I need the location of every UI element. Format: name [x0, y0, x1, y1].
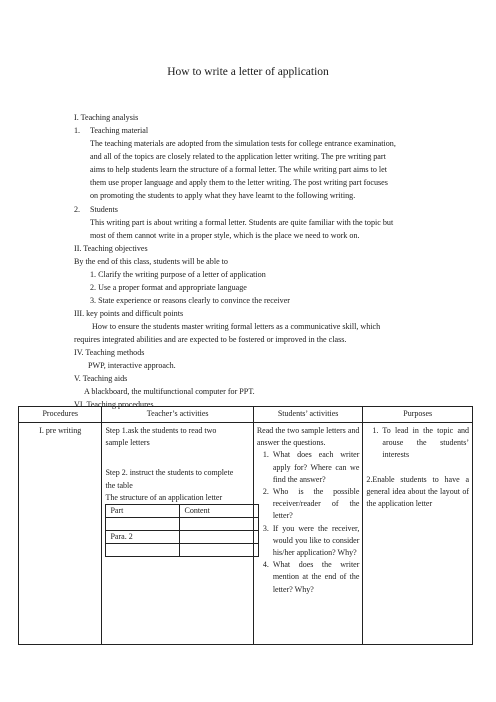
list-item: 4. What does the writer mention at the end of the letter? Why? — [271, 559, 360, 596]
teacher-step-2: Step 2. instruct the students to complete the table — [105, 468, 234, 490]
section-heading: I. Teaching analysis — [74, 113, 139, 122]
paragraph-line: PWP, interactive approach. — [88, 361, 176, 370]
paragraph-line: The teaching materials are adopted from the simulation tests for college entrance examination, — [90, 139, 396, 148]
structure-table — [105, 504, 259, 557]
subsection-heading: Students — [90, 205, 118, 214]
table-header-row — [19, 407, 473, 423]
page-title: How to write a letter of application — [167, 66, 329, 78]
procedure-label: I. pre writing — [39, 426, 82, 435]
paragraph-line: on promoting the students to apply what they have learnt to the following writing. — [90, 191, 356, 200]
structure-row — [106, 518, 259, 531]
students-intro: Read the two sample letters and answer the questions. — [256, 426, 360, 448]
structure-cell — [180, 544, 259, 557]
section-heading: V. Teaching aids — [74, 374, 128, 383]
purposes-cell — [363, 423, 473, 645]
header-procedures: Procedures — [19, 407, 102, 423]
paragraph-line: How to ensure the students master writing formal letters as a communicative skill, which — [92, 322, 381, 331]
header-purposes: Purposes — [363, 407, 473, 423]
structure-cell: Para. 2 — [106, 531, 180, 544]
list-item: 2. Who is the possible receiver/reader of the letter? — [271, 486, 360, 523]
paragraph-line: By the end of this class, students will be able to — [74, 257, 228, 266]
students-activities-cell — [253, 423, 363, 645]
list-number: 1. — [74, 126, 81, 135]
purpose-list — [366, 425, 469, 462]
paragraph-line: them use proper language and apply them to the letter writing. The post writing part focuses — [90, 178, 388, 187]
paragraph-line: aims to help students learn the structure of a formal letter. The while writing part aims to let — [90, 165, 387, 174]
list-item: 1. What does each writer apply for? Where can we find the answer? — [271, 449, 360, 486]
header-teacher-activities: Teacher’s activities — [102, 407, 253, 423]
procedure-cell — [19, 423, 102, 645]
objective-item: 3. State experience or reasons clearly to convince the receiver — [90, 296, 290, 305]
list-item: 3. If you were the receiver, would you like to consider his/her application? Why? — [271, 523, 360, 560]
header-students-activities: Students’ activities — [253, 407, 363, 423]
structure-cell — [180, 518, 259, 531]
objective-item: 2. Use a proper format and appropriate language — [90, 283, 247, 292]
structure-cell — [106, 544, 180, 557]
list-number: 2. — [74, 205, 81, 214]
procedures-table — [18, 406, 473, 645]
list-item: 1. To lead in the topic and arouse the students’ interests — [380, 425, 469, 462]
objective-item: 1. Clarify the writing purpose of a letter of application — [90, 270, 266, 279]
paragraph-line: A blackboard, the multifunctional computer for PPT. — [84, 387, 255, 396]
purpose-item-2: 2.Enable students to have a general idea about the layout of the application letter — [366, 474, 469, 509]
structure-row — [106, 544, 259, 557]
section-heading: IV. Teaching methods — [74, 348, 145, 357]
paragraph-line: This writing part is about writing a formal letter. Students are quite familiar with the topic but — [90, 218, 394, 227]
structure-row — [106, 531, 259, 544]
paragraph-line: requires integrated abilities and are expected to be fostered or improved in the class. — [74, 335, 347, 344]
question-list — [257, 449, 360, 595]
section-heading: III. key points and difficult points — [74, 309, 184, 318]
structure-cell — [180, 531, 259, 544]
structure-row — [106, 505, 259, 518]
teacher-step-1: Step 1.ask the students to read two sample letters — [105, 426, 217, 448]
structure-cell: Part — [106, 505, 180, 518]
structure-caption: The structure of an application letter — [105, 492, 223, 502]
structure-cell — [106, 518, 180, 531]
section-heading: VI. Teaching procedures — [74, 399, 154, 411]
subsection-heading: Teaching material — [90, 126, 149, 135]
teacher-activities-cell — [102, 423, 253, 645]
table-row — [19, 423, 473, 645]
structure-cell: Content — [180, 505, 259, 518]
paragraph-line: and all of the topics are closely related to the application letter writing. The pre writing part — [90, 152, 386, 161]
section-heading: II. Teaching objectives — [74, 244, 148, 253]
paragraph-line: most of them cannot write in a proper style, which is the place we need to work on. — [90, 231, 360, 240]
